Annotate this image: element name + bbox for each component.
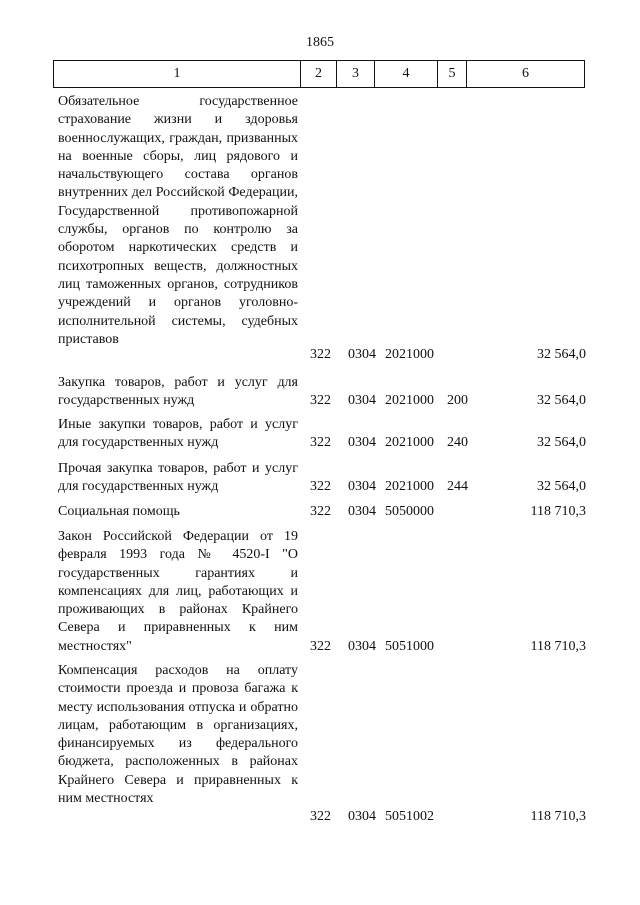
cell-ministry-code: 322 (310, 479, 331, 494)
cell-section-code: 0304 (348, 479, 376, 494)
cell-ministry-code: 322 (310, 393, 331, 408)
cell-section-code: 0304 (348, 435, 376, 450)
row-description: Иные закупки товаров, работ и услуг для государственных нужд (58, 417, 298, 451)
cell-amount: 32 564,0 (537, 435, 586, 450)
cell-target-code: 2021000 (385, 347, 434, 362)
cell-section-code: 0304 (348, 504, 376, 519)
cell-amount: 118 710,3 (530, 809, 586, 824)
cell-ministry-code: 322 (310, 639, 331, 654)
row-description: Обязательное государственное страхование жизни и здоровья военнослужащих, граждан, призванных на военные сборы, лиц рядового и начальствующего состава органов внутренних дел Российской Федерации, Государственной противопожарной службы, органов по контролю за оборотом наркотических средств и психотропных веществ, должностных лиц таможенных органов, сотрудников учреждений и органов уголовно-исполнительной системы, судебных приставов (58, 94, 298, 347)
cell-amount: 32 564,0 (537, 479, 586, 494)
cell-target-code: 5051000 (385, 639, 434, 654)
row-description: Компенсация расходов на оплату стоимости проезда и провоза багажа к месту использования отпуска и обратно лицам, работающим в организациях, финансируемых из федерального бюджета, расположенных в районах Крайнего Севера и приравненных к ним местностях (58, 663, 298, 807)
cell-expense-type: 200 (447, 393, 468, 408)
cell-section-code: 0304 (348, 347, 376, 362)
cell-target-code: 2021000 (385, 435, 434, 450)
cell-expense-type: 240 (447, 435, 468, 450)
cell-amount: 32 564,0 (537, 393, 586, 408)
row-description: Закупка товаров, работ и услуг для государственных нужд (58, 375, 298, 409)
page-number: 1865 (306, 35, 334, 50)
cell-amount: 32 564,0 (537, 347, 586, 362)
cell-ministry-code: 322 (310, 435, 331, 450)
cell-target-code: 5051002 (385, 809, 434, 824)
cell-target-code: 2021000 (385, 393, 434, 408)
cell-section-code: 0304 (348, 393, 376, 408)
cell-target-code: 5050000 (385, 504, 434, 519)
column-header-1: 1 (54, 61, 301, 88)
cell-ministry-code: 322 (310, 504, 331, 519)
row-description: Закон Российской Федерации от 19 февраля 1993 года № 4520-I "О государственных гарантиях и компенсациях для лиц, работающих и проживающих в районах Крайнего Севера и приравненных к ним местностях" (58, 529, 298, 654)
column-header-6: 6 (467, 61, 585, 88)
column-header-5: 5 (438, 61, 467, 88)
cell-amount: 118 710,3 (530, 504, 586, 519)
cell-amount: 118 710,3 (530, 639, 586, 654)
column-header-4: 4 (375, 61, 438, 88)
column-header-3: 3 (337, 61, 375, 88)
cell-section-code: 0304 (348, 809, 376, 824)
column-header-2: 2 (301, 61, 337, 88)
cell-section-code: 0304 (348, 639, 376, 654)
cell-expense-type: 244 (447, 479, 468, 494)
row-description: Социальная помощь (58, 504, 180, 519)
cell-target-code: 2021000 (385, 479, 434, 494)
cell-ministry-code: 322 (310, 347, 331, 362)
row-description: Прочая закупка товаров, работ и услуг для государственных нужд (58, 461, 298, 495)
cell-ministry-code: 322 (310, 809, 331, 824)
